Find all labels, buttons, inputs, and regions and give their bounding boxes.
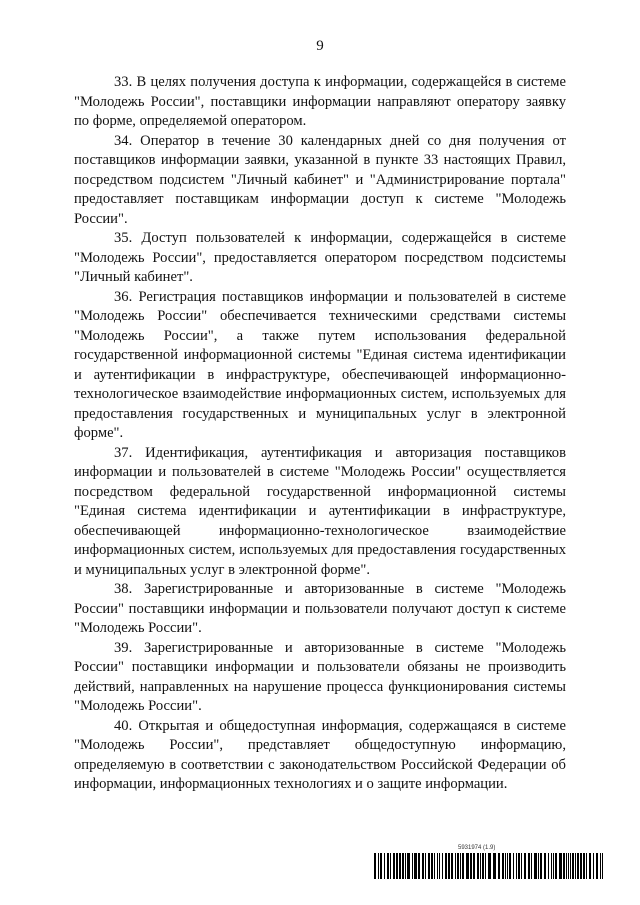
barcode-icon [374,853,604,879]
barcode-caption: 5931974 (1.9) [458,845,496,851]
paragraph-35: 35. Доступ пользователей к информации, содержащейся в системе "Молодежь России", предоставляется оператором посредством подсистемы "Личный кабинет". [74,230,566,285]
paragraph-33: 33. В целях получения доступа к информации, содержащейся в системе "Молодежь России", поставщики информации направляют оператору заявку по форме, определяемой оператором. [74,74,566,129]
paragraph-34: 34. Оператор в течение 30 календарных дней со дня получения от поставщиков информации заявки, указанной в пункте 33 настоящих Правил, посредством подсистем "Личный кабинет" и "Администрирование портала" предоставляет поставщикам информации доступ к системе "Молодежь России". [74,132,566,227]
paragraph-40: 40. Открытая и общедоступная информация, содержащаяся в системе "Молодежь России", представляет общедоступную информацию, определяемую в соответствии с законодательством Российской Федерации об информации, информационных технологиях и о защите информации. [74,717,566,792]
document-body [74,73,566,795]
paragraph-38: 38. Зарегистрированные и авторизованные в системе "Молодежь России" поставщики информации и пользователи получают доступ к системе "Молодежь России". [74,581,566,636]
paragraph-39: 39. Зарегистрированные и авторизованные в системе "Молодежь России" поставщики информации и пользователи обязаны не производить действий, направленных на нарушение процесса функционирования системы "Молодежь России". [74,639,566,714]
paragraph-36: 36. Регистрация поставщиков информации и пользователей в системе "Молодежь России" обеспечивается техническими средствами системы "Молодежь России", а также путем использования федеральной государственной информационной системы "Единая система идентификации и аутентификации в инфраструктуре, обеспечивающей информационно-технологическое взаимодействие информационных систем, используемых для предоставления государственных и муниципальных услуг в электронной форме". [74,288,566,441]
barcode-block [374,845,604,881]
paragraph-37: 37. Идентификация, аутентификация и авторизация поставщиков информации и пользователей в системе "Молодежь России" осуществляется посредством федеральной государственной информационной системы "Единая система идентификации и аутентификации в инфраструктуре, обеспечивающей информационно-технологическое взаимодействие информационных систем, используемых для предоставления государственных и муниципальных услуг в электронной форме". [74,444,566,578]
page-number: 9 [316,38,324,54]
